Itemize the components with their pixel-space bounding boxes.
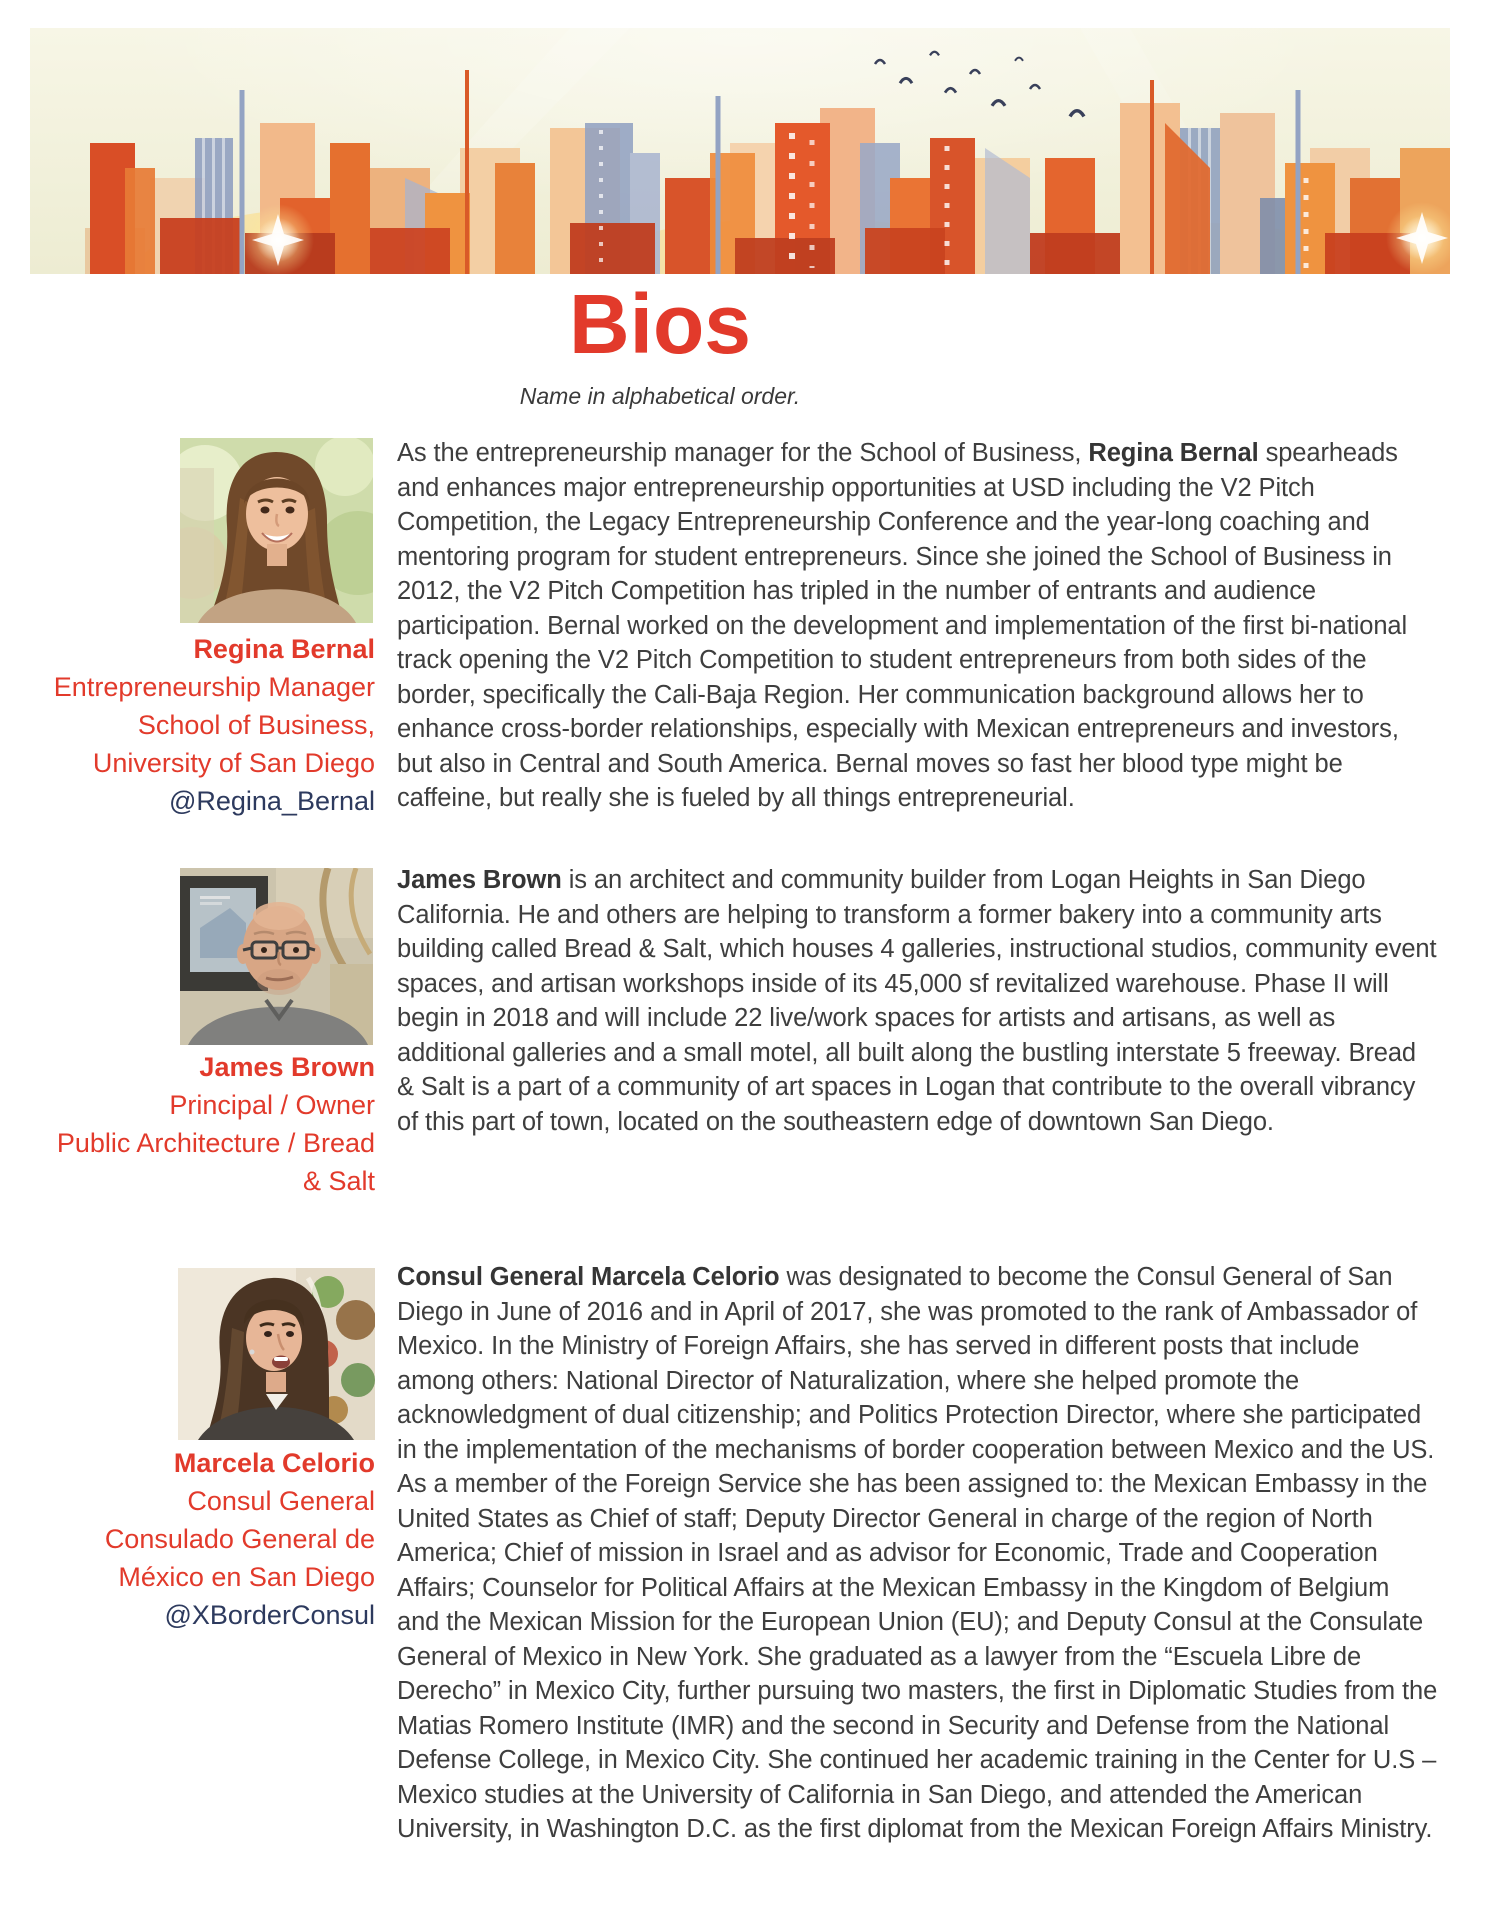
bio-title-line: México en San Diego	[118, 1562, 375, 1592]
bio-name: James Brown	[199, 1052, 375, 1082]
bio-title-line: & Salt	[302, 1166, 375, 1196]
bio-name: Regina Bernal	[193, 634, 375, 664]
james-brown-bio-text: James Brown is an architect and community builder from Logan Heights in San Diego California. He and others are helping to transform a former bakery into a community arts building called Bread & Salt, which houses 4 galleries, instructional studios, community event spaces, and artisan workshops inside of its 45,000 sf revitalized warehouse. Phase II will begin in 2018 and will include 22 live/work spaces for artists and artisans, as well as additional galleries and a small motel, all built along the bustling interstate 5 freeway. Bread & Salt is a part of a community of art spaces in Logan that contribute to the overall vibrancy of this part of town, located on the southeastern edge of downtown San Diego.	[397, 866, 1437, 1136]
sun-star-left	[242, 204, 314, 274]
bio-title-line: Entrepreneurship Manager	[53, 672, 375, 702]
page-title: Bios	[568, 277, 752, 371]
bio-title-line: University of San Diego	[92, 748, 375, 778]
regina-bernal-bio-text: As the entrepreneurship manager for the School of Business, Regina Bernal spearheads and enhances major entrepreneurship opportunities at USD including the V2 Pitch Competition, the Legacy Entrepreneurship Conference and the year-long coaching and mentoring program for student entrepreneurs. Since she joined the School of Business in 2012, the V2 Pitch Competition has tripled in the number of entrants and audience participation. Bernal worked on the development and implementation of the first bi-national track opening the V2 Pitch Competition to student entrepreneurs from both sides of the border, specifically the Cali-Baja Region. Her communication background allows her to enhance cross-border relationships, especially with Mexican entrepreneurs and investors, but also in Central and South America. Bernal moves so fast her blood type might be caffeine, but really she is fueled by all things entrepreneurial.	[397, 439, 1408, 812]
city-skyline-banner	[30, 28, 1450, 274]
james-brown-photo	[180, 868, 373, 1045]
bio-name: Marcela Celorio	[173, 1448, 375, 1478]
bio-title-line: Consul General	[187, 1486, 375, 1516]
bio-title-line: School of Business,	[137, 710, 375, 740]
james-brown-label	[30, 1048, 375, 1200]
marcela-celorio-label	[30, 1444, 375, 1634]
marcela-celorio-bio-text: Consul General Marcela Celorio was designated to become the Consul General of San Diego in June of 2016 and in April of 2017, she was promoted to the rank of Ambassador of Mexico. In the Ministry of Foreign Affairs, she has served in different posts that include among others: National Director of Naturalization, where she helped promote the acknowledgment of dual citizenship; and Politics Protection Director, where she participated in the implementation of the mechanisms of border cooperation between Mexico and the US. As a member of the Foreign Service she has been assigned to: the Mexican Embassy in the United States as Chief of staff; Deputy Director General in charge of the region of North America; Chief of mission in Israel and as advisor for Economic, Trade and Cooperation Affairs; Counselor for Political Affairs at the Mexican Embassy in the Kingdom of Belgium and the Mexican Mission for the European Union (EU); and Deputy Consul at the Consulate General of Mexico in New York. She graduated as a lawyer from the “Escuela Libre de Derecho” in Mexico City, further pursuing two masters, the first in Diplomatic Studies from the Matias Romero Institute (IMR) and the second in Security and Defense from the National Defense College, in Mexico City. She continued her academic training in the Center for U.S – Mexico studies at the University of California in San Diego, and attended the American University, in Washington D.C. as the first diplomat from the Mexican Foreign Affairs Ministry.	[397, 1263, 1438, 1843]
marcela-celorio-photo	[178, 1268, 375, 1440]
bio-title-line: Consulado General de	[104, 1524, 375, 1554]
bio-title-line: Public Architecture / Bread	[56, 1128, 375, 1158]
page-subtitle: Name in alphabetical order.	[519, 383, 801, 409]
regina-bernal-label	[30, 630, 375, 820]
regina-twitter-handle[interactable]: @Regina_Bernal	[168, 786, 375, 816]
marcela-twitter-handle[interactable]: @XBorderConsul	[164, 1600, 375, 1630]
bio-title-line: Principal / Owner	[169, 1090, 375, 1120]
city-skyline-illustration	[30, 28, 1450, 274]
regina-bernal-photo	[180, 438, 373, 623]
